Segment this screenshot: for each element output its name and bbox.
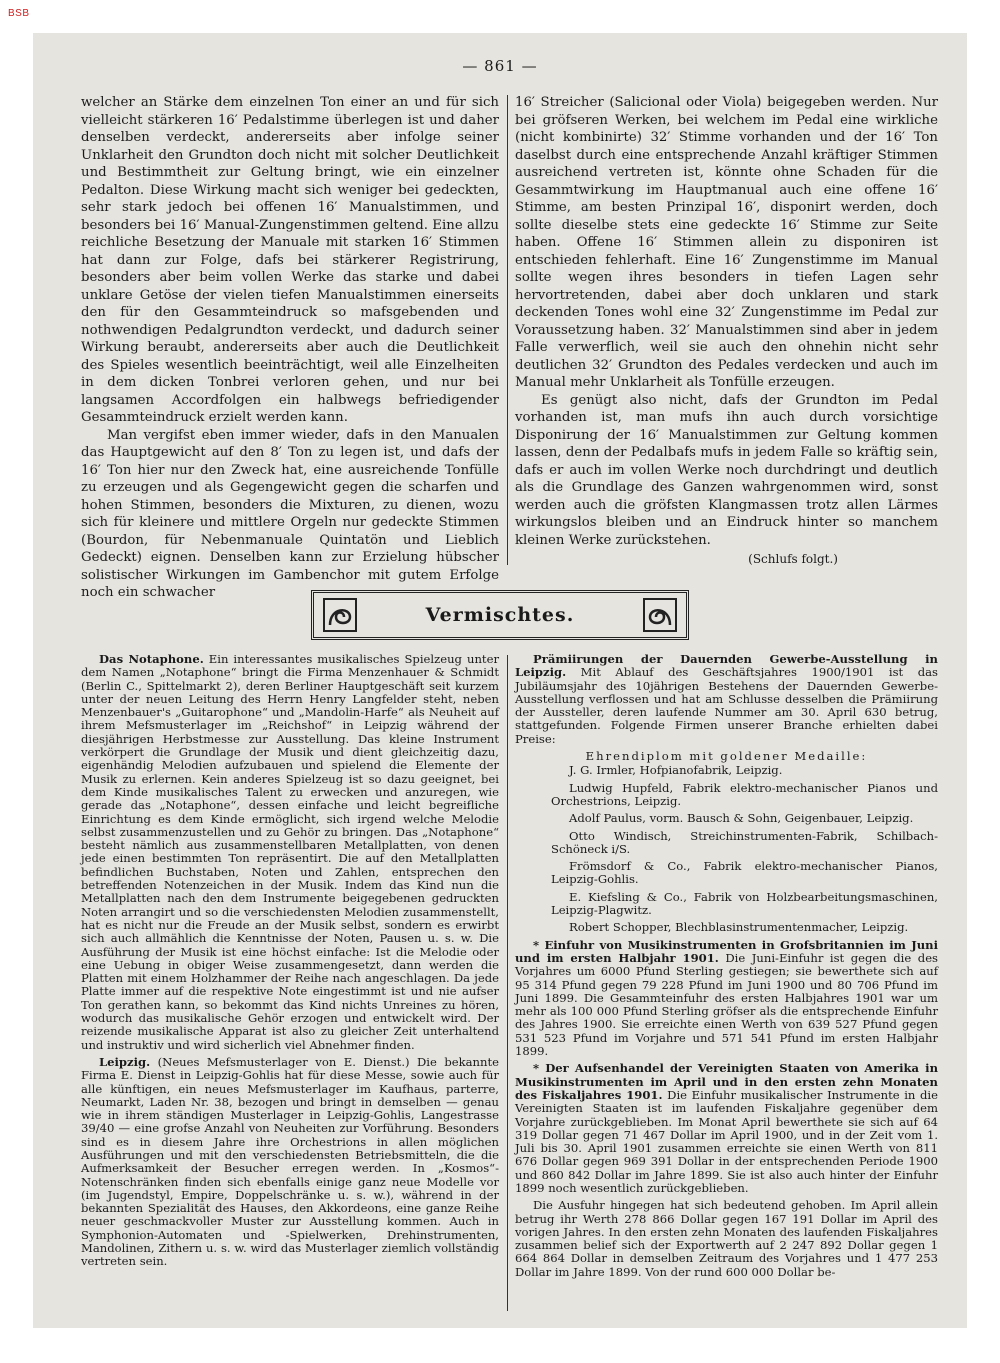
- article-body: (Neues Mefsmusterlager von E. Dienst.) Die bekannte Firma E. Dienst in Leipzig-Gohlis hat für diese Messe, sowie auch für alle künftigen, ein neues Mefsmusterlager im Kaufhaus, parterre, Neumarkt, Laden Nr. 38, bezogen und bringt in demselben — genau wie in ihrem ständigen Musterlager in Leipzig-Gohlis, Langestrasse 39/40 — eine grofse Anzahl von Neuheiten zur Vorführung. Besonders sind es in diesem Jahre ihre Orchestrions in allen möglichen Ausführungen und mit den verschiedensten Betriebsmitteln, die die Aufmerksamkeit der Besucher erregen werden. In „Kosmos“-Notenschränken finden sich ebenfalls einige ganz neue Modelle vor (im Jugendstyl, Empire, Doppelschränke u. s. w.), während in der bekannten Spezialität des Hauses, den Akkordeons, eine ganze Reihe neuer geschmackvoller Muster zur Ausstellung kommen. Auch in Symphonion-Automaten und -Spielwerken, Drehinstrumenten, Mandolinen, Zithern u. s. w. wird das Musterlager ziemlich vollständig vertreten sein.: [81, 1054, 499, 1269]
- section-title: Vermischtes.: [425, 604, 575, 626]
- page-number: — 861 —: [462, 57, 538, 75]
- top-left-column: [81, 94, 499, 602]
- list-item: Ludwig Hupfeld, Fabrik elektro-mechanischer Pianos und Orchestrions, Leipzig.: [551, 780, 938, 808]
- top-right-column: [515, 94, 938, 569]
- article-body: Die Einfuhr musikalischer Instrumente in die Vereinigten Staaten ist im laufenden Fiskaljahre gegenüber dem Vorjahre zurückgeblieben. Im Monat April bewerthete sie sich auf 64 319 Dollar gegen 71 467 Dollar im April 1900, und in der Zeit vom 1. Juli bis 30. April 1901 zusammen erreichte sie einen Werth von 811 676 Dollar gegen 969 391 Dollar in der entsprechenden Periode 1900 und 860 842 Dollar im Jahre 1899. Sie ist also auch hinter der Einfuhr 1899 noch wesentlich zurückgeblieben.: [515, 1087, 938, 1195]
- list-item: Otto Windisch, Streichinstrumenten-Fabrik, Schilbach-Schöneck i/S.: [551, 828, 938, 856]
- award-title: Ehrendiplom mit goldener Medaille:: [585, 749, 868, 764]
- ornament-icon: [642, 597, 678, 633]
- column-divider: [507, 95, 508, 565]
- article-heading: * Einfuhr von Musikinstrumenten in Grofsbritannien im Juni und im ersten Halbjahr 1901.: [515, 937, 938, 965]
- paragraph: 16′ Streicher (Salicional oder Viola) beigegeben werden. Nur bei gröfseren Werken, bei welchem im Pedal eine wirkliche (nicht kombinirte) 32′ Stimme vorhanden und der 16′ Ton daselbst durch eine entsprechende Anzahl kräftiger Stimmen ausreichend vertreten ist, könnte ohne Schaden für die Gesammtwirkung im Hauptmanual auch eine offene 16′ Stimme, am besten Prinzipal 16′, disponirt werden, doch sollte dieselbe stets eine gedeckte 16′ Stimme zur Seite haben. Offene 16′ Stimmen allein zu disponiren ist entschieden fehlerhaft. Eine 16′ Zungenstimme im Manual sollte wegen ihres besonders in tiefen Lagen sehr hervortretenden, dabei aber doch unklaren und stark deckenden Tones wohl eine 32′ Zungenstimme im Pedal zur Voraussetzung haben. 32′ Manualstimmen sind aber in jedem Falle verwerflich, weil sie auch den ohnehin nicht sehr deutlichen 32′ Grundton des Pedales verdecken und auch im Manual mehr Unklarheit als Tonfülle erzeugen.: [515, 95, 938, 390]
- article-body: Ein interessantes musikalisches Spielzeug unter dem Namen „Notaphone“ bringt die Firma Menzenhauer & Schmidt (Berlin C., Spittelmarkt 2), deren Berliner Hauptgeschäft seit kurzem unter der neuen Leitung des Herrn Henry Langfelder steht, neben Menzenbauer's „Guitarophone“ und „Mandolin-Harfe“ als Neuheit auf ihrem Mefsmusterlager im „Reichshof“ in Leipzig während der diesjährigen Herbstmesse zur Ausstellung. Das kleine Instrument verkörpert die Grundlage der Musik und dient gleichzeitig dazu, eigenhändig Melodien aufzubauen und spielend die Elemente der Musik zu erlernen. Kein anderes Spielzeug ist so dazu geeignet, bei dem Kinde musikalisches Talent zu erwecken und anzuregen, wie gerade das „Notaphone“, dessen einfache und leicht begreifliche Einrichtung es dem Kinde ermöglicht, sich irgend welche Melodie selbst zusammenzustellen und zu Gehör zu bringen. Das „Notaphone“ besteht nämlich aus zusammenstellbaren Metallplatten, von denen jede einen bestimmten Ton repräsentirt. Die auf den Metallplatten befindlichen Buchstaben, Noten und Zahlen, entsprechen den betreffenden Notenzeichen in der Musik. Indem das Kind nun die Metallplatten nach den dem Instrumente beigegebenen gedruckten Noten arrangirt und so die verschiedensten Melodien zusammenstellt, hat es nicht nur die Freude an der Musik selbst, sondern es erwirbt sich auch allmählich die Kenntnisse der Noten, Pausen u. s. w. Die Ausführung der Musik ist eine höchst einfache: Ist die Melodie oder eine Uebung in obiger Weise zusammengesetzt, dann werden die Platten mit einem Holzhammer der Reihe nach angeschlagen. Da jede Platte immer auf die respektive Note eingestimmt ist und nie aufser Ton gerathen kann, so bekommt das Kind nichts Unreines zu hören, wodurch das musikalische Gehör erzogen und entwickelt wird. Der reizende musikalische Apparat ist also zu gleicher Zeit unterhaltend und instruktiv und wird sicherlich viel Abnehmer finden.: [81, 652, 499, 1052]
- paragraph: welcher an Stärke dem einzelnen Ton einer an und für sich vielleicht stärkeren 16′ Pedalstimme überlegen ist und daher denselben verdeckt, andererseits aber infolge seiner Unklarheit den Grundton doch nicht mit solcher Deutlichkeit und Bestimmtheit zur Geltung bringt, wie ein einzelner Pedalton. Diese Wirkung macht sich weniger bei gedeckten, sehr stark jedoch bei offenen 16′ Manualstimmen, und besonders bei 16′ Manual-Zungenstimmen geltend. Eine allzu reichliche Besetzung der Manuale mit starken 16′ Stimmen hat dann zur Folge, dafs bei stärkerer Registrirung, besonders aber beim vollen Werke das starke und dabei unklare Getöse der vielen tiefen Manualstimmen einerseits den für den Gesammteindruck so mafsgebenden und nothwendigen Pedalgrundton verdeckt, und dadurch seiner Wirkung beraubt, andererseits aber auch die Deutlichkeit des Spieles wesentlich beeinträchtigt, weil alle Einzelheiten in dem dicken Tonbrei verloren gehen, und nur bei langsamen Accordfolgen ein halbwegs befriedigender Gesammteindruck erzielt werden kann.: [81, 95, 499, 425]
- list-item: Adolf Paulus, vorm. Bausch & Sohn, Geigenbauer, Leipzig.: [569, 811, 914, 826]
- bottom-right-column: [515, 653, 938, 1283]
- article-heading: * Der Aufsenhandel der Vereinigten Staaten von Amerika in Musikinstrumenten im April und in den ersten zehn Monaten des Fiskaljahres 1901.: [515, 1061, 938, 1102]
- page-scan: [33, 33, 967, 1328]
- list-item: Robert Schopper, Blechblasinstrumentenmacher, Leipzig.: [569, 920, 909, 935]
- list-item: E. Kiefsling & Co., Fabrik von Holzbearbeitungsmaschinen, Leipzig-Plagwitz.: [551, 889, 938, 918]
- article-heading: Leipzig.: [99, 1054, 151, 1069]
- article-heading: Das Notaphone.: [99, 652, 204, 666]
- paragraph: Man vergifst eben immer wieder, dafs in den Manualen das Hauptgewicht auf den 8′ Ton zu legen ist, und dafs der 16′ Ton hier nur den Zweck hat, eine ausreichende Tonfülle zu erzeugen und als Gegengewicht gegen die scharfen und hohen Stimmen, besonders die Mixturen, zu dienen, wozu sich für kleinere und mittlere Orgeln nur gedeckte Stimmen (Bourdon, für Nebenmanuale Quintatön und Lieblich Gedeckt) eignen. Denselben kann zur Erzielung hübscher solistischer Wirkungen im Gambenchor mit gutem Erfolge noch ein schwacher: [81, 427, 499, 600]
- list-item: J. G. Irmler, Hofpianofabrik, Leipzig.: [569, 763, 783, 778]
- article-body: Die Juni-Einfuhr ist gegen die des Vorjahres um 6000 Pfund Sterling gestiegen; sie bewerthete sich auf 95 314 Pfund gegen 79 228 Pfund im Juni 1900 und 80 706 Pfund im Juni 1899. Die Gesammteinfuhr des ersten Halbjahres 1901 war um mehr als 100 000 Pfund Sterling gröfser als die entsprechende Einfuhr des Jahres 1900. Sie erreichte einen Werth von 639 527 Pfund gegen 531 523 Pfund im Vorjahre und 571 541 Pfund im ersten Halbjahr 1899.: [515, 950, 939, 1059]
- article-body: Mit Ablauf des Geschäftsjahres 1900/1901 ist das Jubiläumsjahr des 10jährigen Bestehens der Dauernden Gewerbe-Ausstellung verflossen und hat am Schlusse desselben die Prämiirung der Aussteller, deren laufende Nummer am 30. April 630 betrug, stattgefunden. Folgende Firmen unserer Branche erhielten dabei Preise:: [515, 665, 938, 746]
- list-item: Frömsdorf & Co., Fabrik elektro-mechanischer Pianos, Leipzig-Gohlis.: [551, 859, 938, 887]
- article-heading: Prämiirungen der Dauernden Gewerbe-Ausstellung in Leipzig.: [515, 652, 938, 680]
- article-leipzig: [81, 1056, 499, 1269]
- ornament-icon: [322, 597, 358, 633]
- bottom-left-column: [81, 653, 499, 1273]
- article-notaphone: [81, 653, 499, 1052]
- article-einfuhr: [515, 939, 938, 1059]
- paragraph: Die Ausfuhr hingegen hat sich bedeutend gehoben. Im April allein betrug ihr Werth 278 866 Dollar gegen 167 191 Dollar im April des vorigen Jahres. In den ersten zehn Monaten des laufenden Fiskaljahres zusammen belief sich der Exportwerth auf 2 247 892 Dollar gegen 1 664 864 Dollar in demselben Zeitraum des Vorjahres und 1 477 253 Dollar im Jahre 1899. Von der rund 600 000 Dollar be-: [515, 1198, 938, 1279]
- article-praemiirung: [515, 653, 938, 746]
- section-banner: [311, 590, 689, 640]
- paragraph: Es genügt also nicht, dafs der Grundton im Pedal vorhanden ist, man mufs ihn auch durch vorsichtige Disponirung der 16′ Manualstimmen zur Geltung kommen lassen, denn der Pedalbafs mufs in jedem Falle so kräftig sein, dafs er auch im vollen Werke noch durchdringt und deutlich als die Grundlage des Ganzen wahrgenommen wird, sonst werden auch die gröfsten Klangmassen trotz allen Lärmes wirkungslos bleiben und an Eindruck hinter so manchem kleinen Werke zurückstehen.: [515, 392, 938, 548]
- article-aussenhandel: [515, 1062, 938, 1195]
- continued-note: (Schlufs folgt.): [748, 552, 838, 566]
- library-stamp: BSB: [8, 8, 30, 19]
- column-divider: [507, 655, 508, 1311]
